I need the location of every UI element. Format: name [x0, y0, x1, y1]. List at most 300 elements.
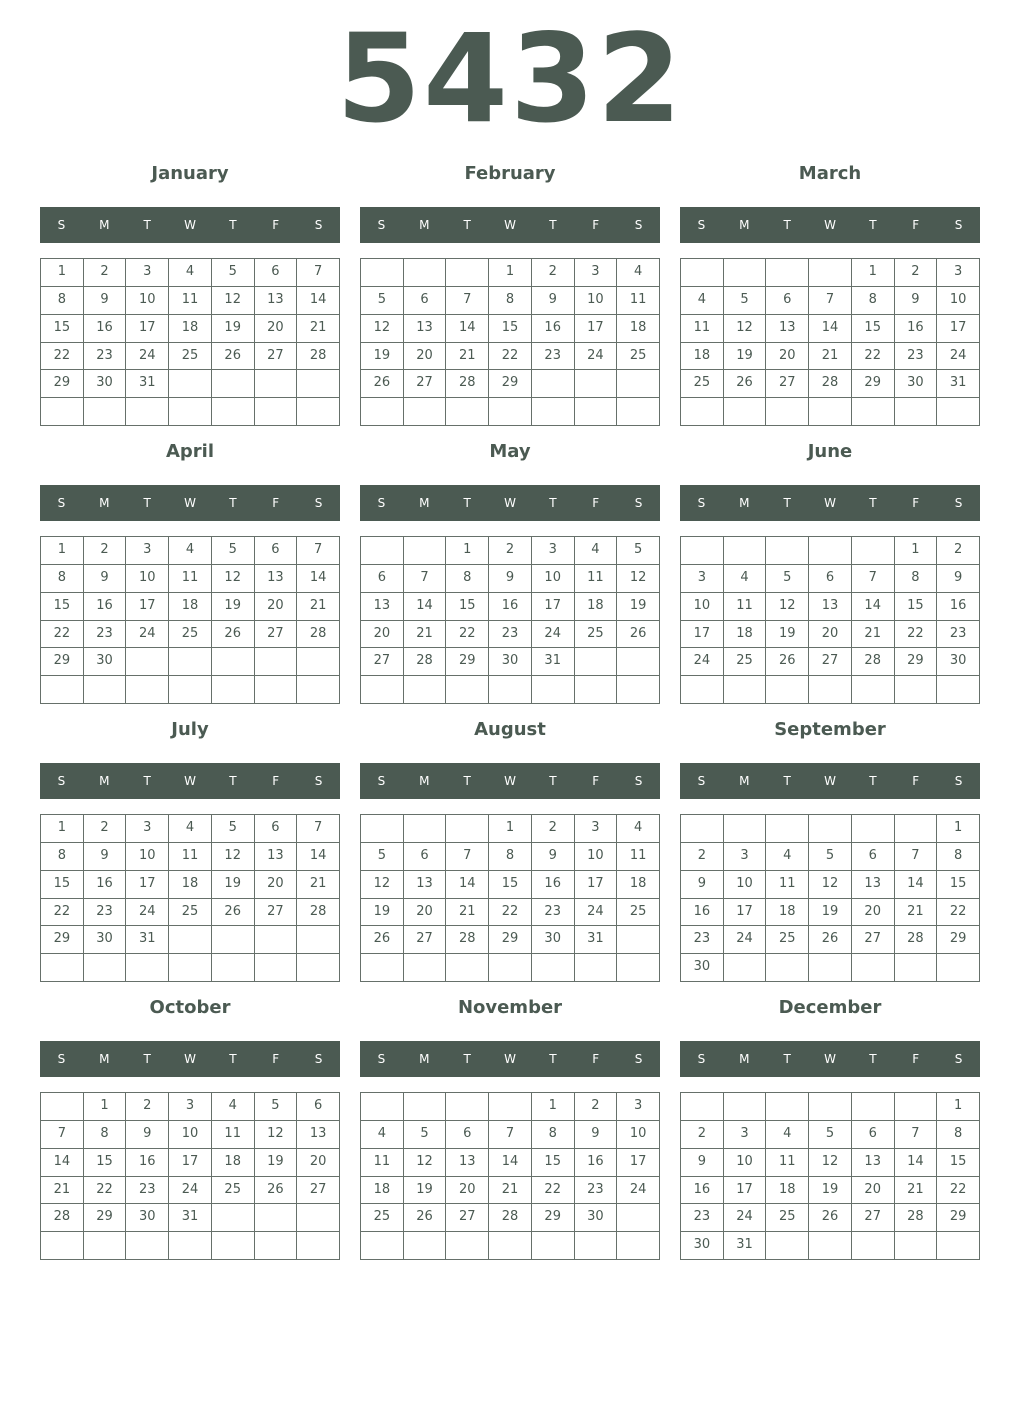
- day-cell: 30: [84, 926, 127, 954]
- day-cell: [212, 370, 255, 398]
- day-cell: [724, 259, 767, 287]
- day-cell: 23: [84, 899, 127, 927]
- weekday-label: S: [697, 496, 706, 510]
- weekday-label: M: [99, 774, 110, 788]
- day-cell: 5: [809, 843, 852, 871]
- day-cell: 22: [852, 343, 895, 371]
- day-cell: [681, 1093, 724, 1121]
- day-grid: [680, 814, 980, 982]
- day-cell: [361, 398, 404, 426]
- day-cell: [169, 954, 212, 982]
- day-cell: 2: [532, 815, 575, 843]
- day-cell: [681, 398, 724, 426]
- day-cell: 7: [895, 843, 938, 871]
- day-cell: [681, 815, 724, 843]
- day-cell: 15: [84, 1149, 127, 1177]
- day-cell: [895, 1232, 938, 1260]
- day-cell: 3: [126, 259, 169, 287]
- day-cell: 14: [297, 843, 340, 871]
- day-cell: 9: [84, 565, 127, 593]
- day-cell: 4: [766, 1121, 809, 1149]
- weekday-label: T: [463, 1052, 471, 1066]
- weekday-label: S: [314, 218, 323, 232]
- day-cell: 21: [41, 1177, 84, 1205]
- day-cell: [297, 1204, 340, 1232]
- day-cell: 22: [84, 1177, 127, 1205]
- day-cell: 8: [446, 565, 489, 593]
- day-cell: 5: [361, 843, 404, 871]
- day-cell: [126, 1232, 169, 1260]
- day-cell: 10: [617, 1121, 660, 1149]
- day-cell: 17: [681, 621, 724, 649]
- day-cell: 11: [169, 565, 212, 593]
- weekday-label: F: [592, 218, 600, 232]
- day-cell: 4: [617, 259, 660, 287]
- day-cell: 28: [404, 648, 447, 676]
- day-cell: [404, 1232, 447, 1260]
- day-cell: [895, 815, 938, 843]
- weekday-label: S: [697, 774, 706, 788]
- day-cell: 16: [575, 1149, 618, 1177]
- weekday-label: S: [634, 774, 643, 788]
- weekday-label: S: [697, 1052, 706, 1066]
- day-cell: 4: [617, 815, 660, 843]
- day-cell: [532, 370, 575, 398]
- day-cell: 9: [84, 287, 127, 315]
- day-cell: 20: [297, 1149, 340, 1177]
- weekday-label: S: [377, 218, 386, 232]
- day-cell: 31: [169, 1204, 212, 1232]
- day-cell: [126, 954, 169, 982]
- day-cell: 31: [126, 926, 169, 954]
- day-cell: 12: [255, 1121, 298, 1149]
- day-cell: 19: [361, 899, 404, 927]
- day-cell: 30: [489, 648, 532, 676]
- day-cell: [809, 1232, 852, 1260]
- day-cell: 9: [489, 565, 532, 593]
- day-cell: 2: [489, 537, 532, 565]
- day-cell: [766, 815, 809, 843]
- day-cell: 6: [255, 259, 298, 287]
- weekday-label: F: [912, 774, 920, 788]
- day-cell: 18: [681, 343, 724, 371]
- day-cell: 12: [212, 287, 255, 315]
- day-cell: 2: [681, 843, 724, 871]
- day-cell: [404, 259, 447, 287]
- day-cell: [766, 537, 809, 565]
- day-cell: 27: [255, 343, 298, 371]
- day-cell: 15: [41, 593, 84, 621]
- day-cell: 29: [532, 1204, 575, 1232]
- day-cell: 6: [404, 843, 447, 871]
- weekday-label: M: [739, 774, 750, 788]
- day-cell: 4: [766, 843, 809, 871]
- day-cell: 21: [489, 1177, 532, 1205]
- day-cell: 29: [41, 926, 84, 954]
- day-cell: [212, 676, 255, 704]
- day-cell: [895, 954, 938, 982]
- day-cell: 22: [489, 343, 532, 371]
- day-cell: 7: [446, 843, 489, 871]
- day-cell: 3: [681, 565, 724, 593]
- day-cell: 14: [446, 871, 489, 899]
- day-cell: [169, 676, 212, 704]
- day-cell: 10: [724, 871, 767, 899]
- day-cell: 1: [84, 1093, 127, 1121]
- day-cell: 19: [212, 871, 255, 899]
- day-cell: 16: [895, 315, 938, 343]
- day-cell: 24: [724, 926, 767, 954]
- day-cell: 19: [212, 315, 255, 343]
- day-cell: [212, 926, 255, 954]
- weekday-header: [680, 763, 980, 799]
- day-cell: [361, 1093, 404, 1121]
- day-cell: 14: [895, 871, 938, 899]
- day-cell: 3: [617, 1093, 660, 1121]
- day-cell: 15: [41, 871, 84, 899]
- weekday-label: F: [592, 496, 600, 510]
- day-cell: 25: [766, 1204, 809, 1232]
- day-cell: 8: [41, 287, 84, 315]
- day-cell: [937, 676, 980, 704]
- day-cell: [255, 676, 298, 704]
- day-cell: 21: [446, 899, 489, 927]
- month-name: December: [778, 997, 882, 1018]
- day-cell: 23: [532, 343, 575, 371]
- day-cell: 12: [809, 871, 852, 899]
- day-cell: 27: [852, 926, 895, 954]
- day-cell: [575, 1232, 618, 1260]
- day-cell: 26: [212, 343, 255, 371]
- day-cell: 9: [681, 871, 724, 899]
- day-cell: [809, 1093, 852, 1121]
- day-cell: 18: [361, 1177, 404, 1205]
- day-cell: 23: [489, 621, 532, 649]
- day-cell: 12: [212, 843, 255, 871]
- day-cell: 11: [169, 287, 212, 315]
- day-cell: 14: [446, 315, 489, 343]
- day-cell: [297, 1232, 340, 1260]
- day-cell: 5: [617, 537, 660, 565]
- day-cell: [297, 398, 340, 426]
- day-cell: [404, 398, 447, 426]
- day-cell: 17: [617, 1149, 660, 1177]
- day-cell: 26: [617, 621, 660, 649]
- day-cell: 20: [255, 593, 298, 621]
- day-cell: 6: [361, 565, 404, 593]
- day-cell: 2: [895, 259, 938, 287]
- day-cell: 10: [575, 287, 618, 315]
- day-cell: 19: [809, 899, 852, 927]
- day-cell: [489, 1093, 532, 1121]
- day-cell: 6: [255, 815, 298, 843]
- day-cell: 23: [937, 621, 980, 649]
- day-cell: [361, 537, 404, 565]
- weekday-label: S: [634, 218, 643, 232]
- day-cell: [532, 398, 575, 426]
- weekday-label: F: [912, 218, 920, 232]
- day-cell: 12: [766, 593, 809, 621]
- day-cell: 18: [169, 315, 212, 343]
- day-cell: 17: [126, 315, 169, 343]
- day-cell: 5: [404, 1121, 447, 1149]
- day-cell: 16: [84, 593, 127, 621]
- day-cell: 2: [681, 1121, 724, 1149]
- day-cell: 9: [895, 287, 938, 315]
- day-cell: 29: [41, 648, 84, 676]
- day-cell: [766, 398, 809, 426]
- day-cell: 7: [297, 537, 340, 565]
- day-cell: 5: [212, 815, 255, 843]
- day-cell: 3: [169, 1093, 212, 1121]
- day-cell: 19: [809, 1177, 852, 1205]
- day-cell: [852, 1093, 895, 1121]
- day-cell: 14: [852, 593, 895, 621]
- weekday-label: T: [463, 496, 471, 510]
- day-cell: 14: [404, 593, 447, 621]
- day-cell: [255, 370, 298, 398]
- day-cell: 2: [532, 259, 575, 287]
- day-cell: 14: [297, 565, 340, 593]
- day-cell: [361, 815, 404, 843]
- day-cell: [681, 537, 724, 565]
- day-cell: [84, 676, 127, 704]
- day-cell: 11: [724, 593, 767, 621]
- day-cell: 4: [575, 537, 618, 565]
- day-cell: [361, 676, 404, 704]
- day-cell: 6: [446, 1121, 489, 1149]
- day-cell: 24: [126, 621, 169, 649]
- weekday-label: S: [314, 1052, 323, 1066]
- day-cell: 26: [766, 648, 809, 676]
- day-cell: 27: [255, 899, 298, 927]
- weekday-label: S: [57, 774, 66, 788]
- day-cell: 4: [361, 1121, 404, 1149]
- day-cell: 30: [681, 954, 724, 982]
- weekday-label: F: [272, 496, 280, 510]
- day-cell: 22: [41, 899, 84, 927]
- weekday-header: [680, 485, 980, 521]
- day-cell: 9: [575, 1121, 618, 1149]
- day-cell: 19: [212, 593, 255, 621]
- day-cell: 16: [84, 871, 127, 899]
- day-cell: 28: [446, 926, 489, 954]
- day-cell: 24: [126, 899, 169, 927]
- day-cell: [169, 398, 212, 426]
- day-cell: 24: [617, 1177, 660, 1205]
- day-cell: 21: [895, 1177, 938, 1205]
- day-cell: 12: [361, 871, 404, 899]
- day-cell: [489, 676, 532, 704]
- day-cell: 18: [212, 1149, 255, 1177]
- day-cell: 25: [575, 621, 618, 649]
- day-cell: [297, 648, 340, 676]
- day-cell: 9: [126, 1121, 169, 1149]
- day-cell: 25: [361, 1204, 404, 1232]
- year-title: 5432: [336, 8, 684, 150]
- day-cell: 28: [809, 370, 852, 398]
- day-cell: 25: [169, 621, 212, 649]
- day-cell: 19: [361, 343, 404, 371]
- weekday-label: T: [229, 1052, 237, 1066]
- day-cell: [809, 954, 852, 982]
- day-cell: 6: [255, 537, 298, 565]
- day-cell: 28: [297, 899, 340, 927]
- day-cell: [681, 259, 724, 287]
- day-cell: 30: [937, 648, 980, 676]
- day-cell: [724, 954, 767, 982]
- day-cell: 16: [489, 593, 532, 621]
- weekday-header: [40, 207, 340, 243]
- day-cell: 20: [255, 871, 298, 899]
- day-cell: 22: [937, 1177, 980, 1205]
- day-cell: [575, 398, 618, 426]
- day-cell: [895, 676, 938, 704]
- weekday-label: M: [419, 1052, 430, 1066]
- day-cell: 15: [41, 315, 84, 343]
- day-cell: 18: [724, 621, 767, 649]
- day-cell: 8: [84, 1121, 127, 1149]
- day-cell: 24: [937, 343, 980, 371]
- day-cell: 19: [766, 621, 809, 649]
- day-cell: 24: [126, 343, 169, 371]
- day-cell: 16: [681, 899, 724, 927]
- day-cell: 4: [169, 815, 212, 843]
- day-cell: 17: [937, 315, 980, 343]
- weekday-label: M: [419, 496, 430, 510]
- day-cell: 26: [724, 370, 767, 398]
- day-cell: 13: [404, 871, 447, 899]
- weekday-label: S: [634, 496, 643, 510]
- day-cell: 8: [895, 565, 938, 593]
- day-cell: [617, 370, 660, 398]
- day-cell: 10: [575, 843, 618, 871]
- weekday-label: S: [634, 1052, 643, 1066]
- day-cell: 30: [84, 648, 127, 676]
- day-cell: [446, 259, 489, 287]
- day-grid: [360, 258, 660, 426]
- day-cell: 7: [895, 1121, 938, 1149]
- day-cell: 25: [212, 1177, 255, 1205]
- day-cell: [446, 815, 489, 843]
- day-cell: 24: [169, 1177, 212, 1205]
- day-cell: [724, 815, 767, 843]
- day-cell: 11: [766, 1149, 809, 1177]
- day-cell: 1: [852, 259, 895, 287]
- day-cell: [852, 1232, 895, 1260]
- weekday-label: W: [184, 218, 196, 232]
- day-cell: 13: [297, 1121, 340, 1149]
- day-cell: 28: [852, 648, 895, 676]
- day-cell: 21: [404, 621, 447, 649]
- day-cell: 15: [532, 1149, 575, 1177]
- weekday-label: M: [99, 218, 110, 232]
- weekday-label: T: [229, 774, 237, 788]
- weekday-label: T: [783, 774, 791, 788]
- day-cell: 28: [297, 343, 340, 371]
- day-cell: 19: [617, 593, 660, 621]
- day-cell: 20: [404, 899, 447, 927]
- day-cell: [895, 1093, 938, 1121]
- weekday-label: T: [229, 218, 237, 232]
- day-cell: 26: [361, 370, 404, 398]
- weekday-label: W: [504, 774, 516, 788]
- day-cell: 20: [255, 315, 298, 343]
- weekday-label: M: [99, 496, 110, 510]
- weekday-header: [360, 763, 660, 799]
- day-cell: 24: [681, 648, 724, 676]
- weekday-label: S: [954, 496, 963, 510]
- day-cell: [766, 1093, 809, 1121]
- day-cell: [724, 1093, 767, 1121]
- day-cell: [937, 1232, 980, 1260]
- weekday-label: T: [869, 218, 877, 232]
- day-cell: [617, 1232, 660, 1260]
- weekday-label: M: [739, 1052, 750, 1066]
- day-grid: [40, 536, 340, 704]
- day-grid: [40, 1092, 340, 1260]
- day-cell: 10: [681, 593, 724, 621]
- day-cell: 22: [937, 899, 980, 927]
- weekday-label: M: [99, 1052, 110, 1066]
- weekday-label: F: [592, 774, 600, 788]
- day-cell: 12: [724, 315, 767, 343]
- day-cell: 26: [809, 926, 852, 954]
- day-cell: 24: [724, 1204, 767, 1232]
- day-cell: 12: [809, 1149, 852, 1177]
- day-cell: 18: [617, 871, 660, 899]
- weekday-label: M: [419, 218, 430, 232]
- month-name: April: [165, 441, 215, 462]
- day-cell: 3: [575, 259, 618, 287]
- day-cell: 13: [766, 315, 809, 343]
- day-cell: [724, 398, 767, 426]
- day-cell: 8: [852, 287, 895, 315]
- day-cell: [937, 398, 980, 426]
- day-cell: 6: [852, 843, 895, 871]
- weekday-label: S: [697, 218, 706, 232]
- day-cell: 3: [532, 537, 575, 565]
- day-cell: 27: [809, 648, 852, 676]
- day-cell: [255, 1232, 298, 1260]
- day-cell: 27: [361, 648, 404, 676]
- day-cell: 18: [617, 315, 660, 343]
- day-cell: 11: [681, 315, 724, 343]
- day-cell: 26: [809, 1204, 852, 1232]
- day-cell: 2: [84, 259, 127, 287]
- day-cell: [617, 954, 660, 982]
- weekday-label: T: [549, 774, 557, 788]
- month-name: February: [464, 163, 556, 184]
- day-cell: 2: [937, 537, 980, 565]
- weekday-label: T: [463, 218, 471, 232]
- day-cell: 22: [446, 621, 489, 649]
- day-cell: 7: [297, 815, 340, 843]
- day-cell: [41, 398, 84, 426]
- day-cell: 20: [766, 343, 809, 371]
- day-cell: 31: [532, 648, 575, 676]
- weekday-header: [680, 207, 980, 243]
- day-cell: 23: [126, 1177, 169, 1205]
- weekday-label: T: [869, 496, 877, 510]
- day-cell: 5: [766, 565, 809, 593]
- day-cell: [575, 370, 618, 398]
- day-cell: [297, 926, 340, 954]
- day-cell: 27: [766, 370, 809, 398]
- day-cell: 28: [489, 1204, 532, 1232]
- day-cell: 16: [532, 871, 575, 899]
- day-cell: [126, 648, 169, 676]
